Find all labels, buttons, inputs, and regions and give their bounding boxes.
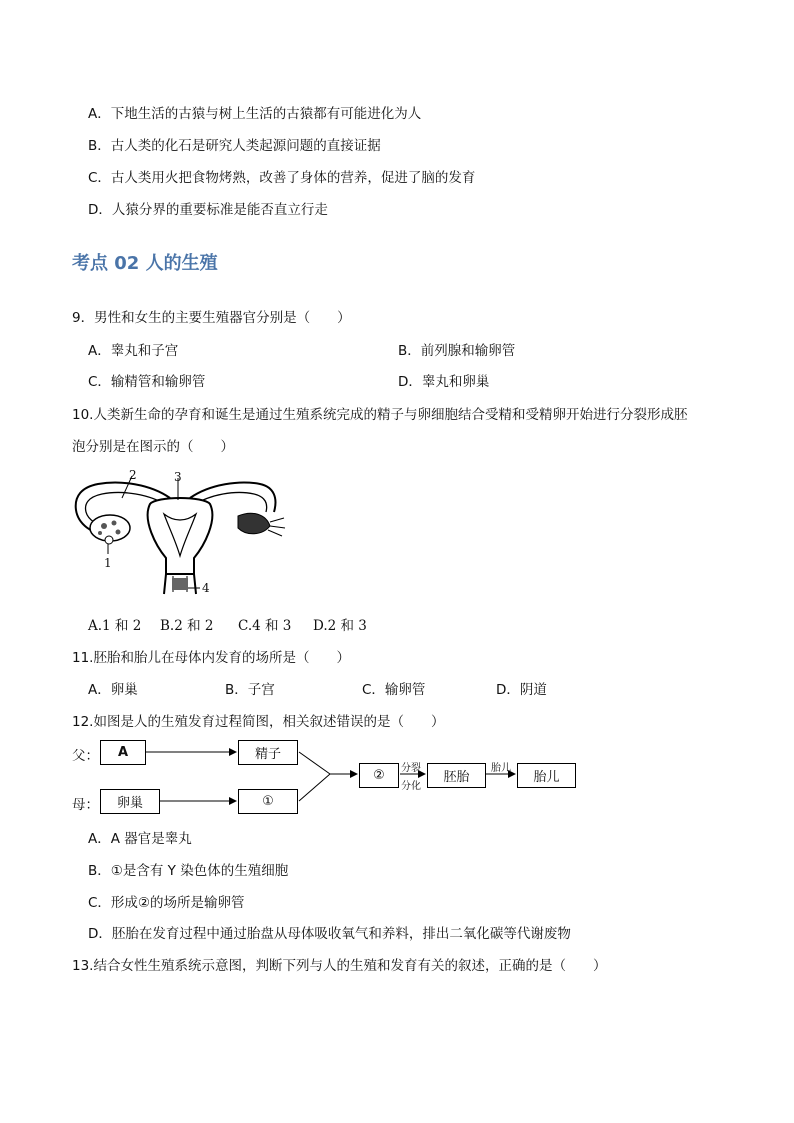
q10-option-d: D.2 和 3 <box>313 618 367 634</box>
q11-option-d: D．阴道 <box>496 682 547 698</box>
figure-label-1: 1 <box>104 556 112 570</box>
q9-option-b: B．前列腺和输卵管 <box>398 343 516 359</box>
q9-stem: 9．男性和女生的主要生殖器官分别是（ ） <box>72 310 351 326</box>
q13-stem: 13.结合女性生殖系统示意图，判断下列与人的生殖和发育有关的叙述，正确的是（ ） <box>72 958 607 974</box>
figure-label-2: 2 <box>129 468 137 482</box>
section-title: 考点 02 人的生殖 <box>72 253 218 274</box>
box-fetus: 胎儿 <box>517 763 576 788</box>
q12-option-d: D．胚胎在发育过程中通过胎盘从母体吸收氧气和养料，排出二氧化碳等代谢废物 <box>88 926 571 942</box>
box-2: ② <box>359 763 399 788</box>
female-reproductive-figure <box>70 466 290 601</box>
box-a: A <box>100 740 146 765</box>
q11-option-c: C．输卵管 <box>362 682 426 698</box>
q12-option-a: A．A 器官是睾丸 <box>88 831 192 847</box>
q8-option-a: A．下地生活的古猿与树上生活的古猿都有可能进化为人 <box>88 106 422 122</box>
q12-option-c: C．形成②的场所是输卵管 <box>88 895 245 911</box>
q11-option-b: B．子宫 <box>225 682 275 698</box>
fetus-arrow-label: 胎儿 <box>491 763 511 774</box>
split-label: 分裂 <box>401 763 421 774</box>
q9-option-a: A．睾丸和子宫 <box>88 343 179 359</box>
differentiate-label: 分化 <box>401 781 421 792</box>
q9-option-d: D．睾丸和卵巢 <box>398 374 490 390</box>
q12-option-b: B．①是含有 Y 染色体的生殖细胞 <box>88 863 289 879</box>
q10-option-b: B.2 和 2 <box>160 618 214 634</box>
father-label: 父： <box>72 748 99 764</box>
q8-option-c: C．古人类用火把食物烤熟，改善了身体的营养，促进了脑的发育 <box>88 170 476 186</box>
mother-label: 母： <box>72 797 99 813</box>
q12-stem: 12.如图是人的生殖发育过程简图，相关叙述错误的是（ ） <box>72 714 445 730</box>
q11-stem: 11.胚胎和胎儿在母体内发育的场所是（ ） <box>72 650 350 666</box>
q10-option-a: A.1 和 2 <box>88 618 142 634</box>
box-ovary: 卵巢 <box>100 789 160 814</box>
figure-label-4: 4 <box>202 581 210 595</box>
box-sperm: 精子 <box>238 740 298 765</box>
box-1: ① <box>238 789 298 814</box>
box-embryo: 胚胎 <box>427 763 486 788</box>
q9-option-c: C．输精管和输卵管 <box>88 374 206 390</box>
q8-option-b: B．古人类的化石是研究人类起源问题的直接证据 <box>88 138 381 154</box>
q11-option-a: A．卵巢 <box>88 682 138 698</box>
figure-label-3: 3 <box>174 470 182 484</box>
q8-option-d: D．人猿分界的重要标准是能否直立行走 <box>88 202 328 218</box>
q10-stem-line1: 10.人类新生命的孕育和诞生是通过生殖系统完成的精子与卵细胞结合受精和受精卵开始进行分裂形成胚 <box>72 407 688 423</box>
q10-option-c: C.4 和 3 <box>238 618 292 634</box>
q10-stem-line2: 泡分别是在图示的（ ） <box>72 439 234 455</box>
